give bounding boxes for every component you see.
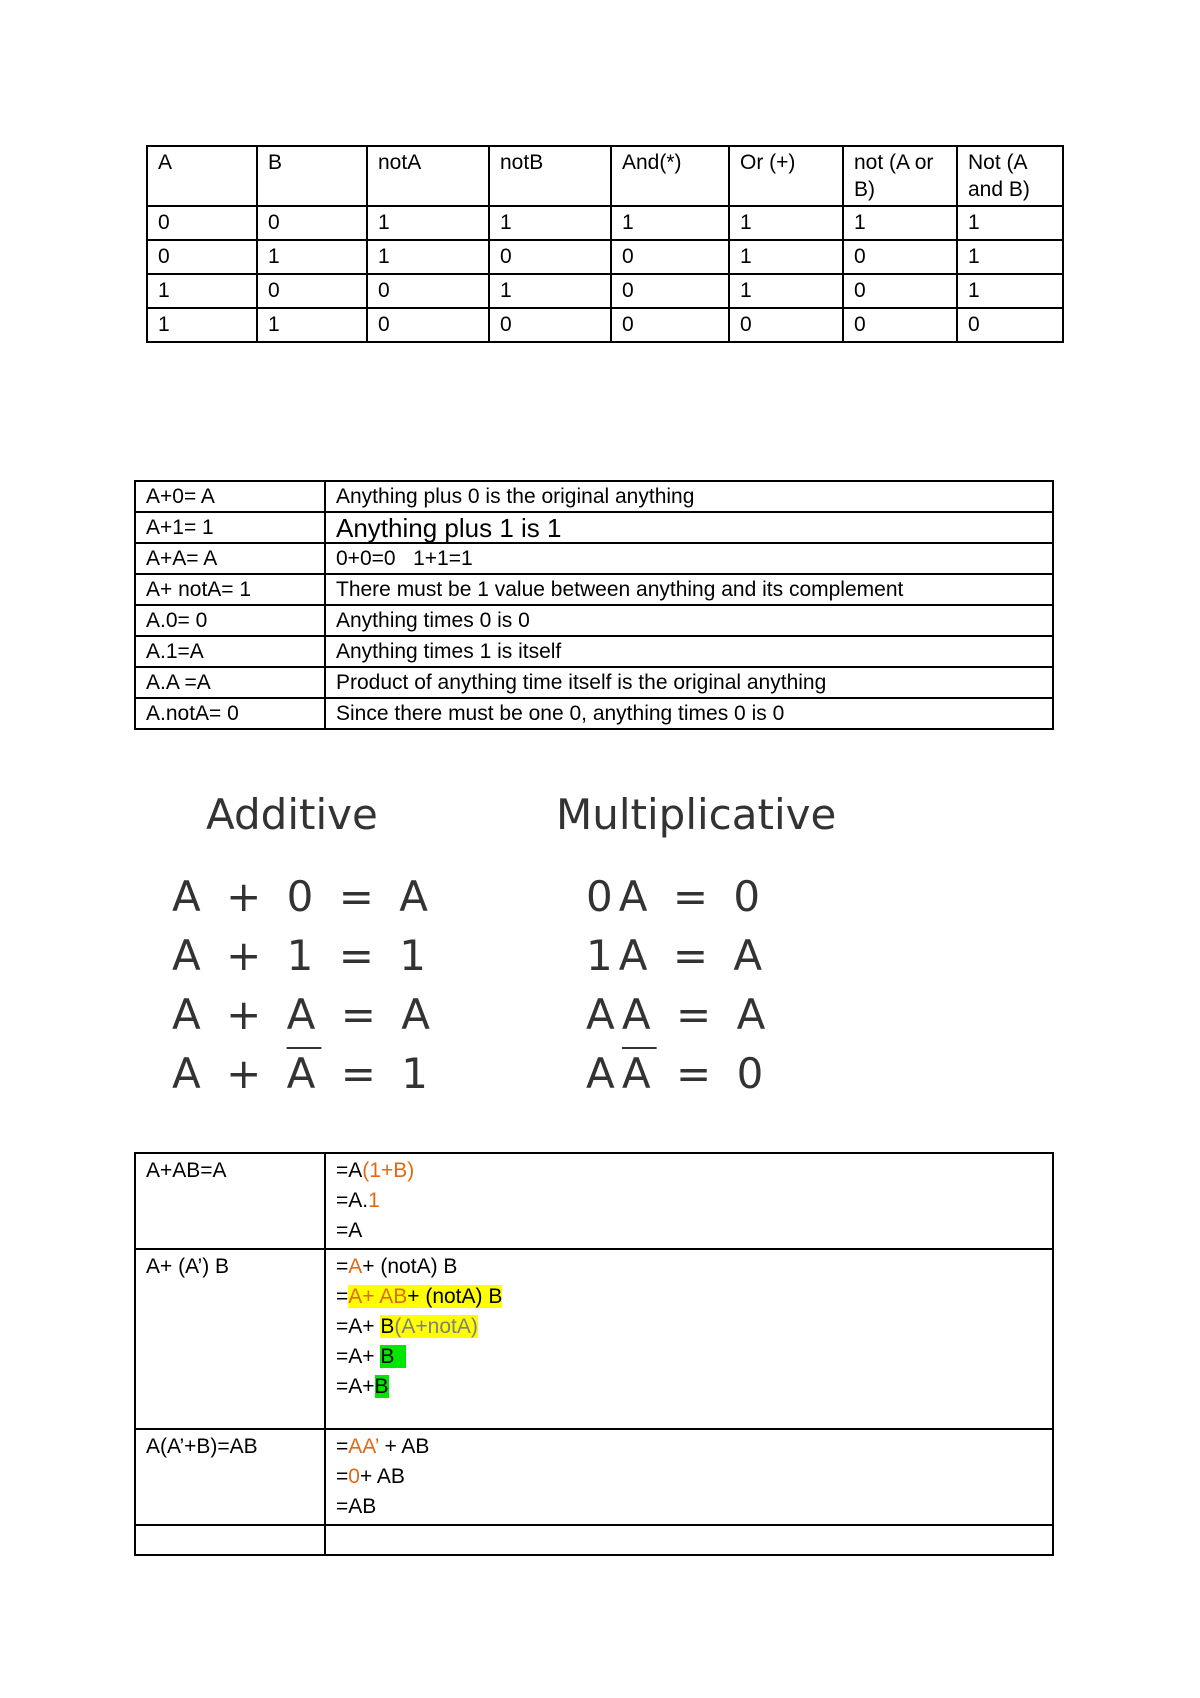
- proof-step: =0+ AB: [336, 1465, 405, 1488]
- table-cell: 0: [843, 240, 957, 274]
- table-row: [147, 240, 1063, 274]
- proof-table: [134, 1152, 1054, 1556]
- identity-description: Product of anything time itself is the original anything: [325, 667, 1053, 698]
- proof-steps: [325, 1429, 1053, 1525]
- table-cell: 0: [729, 308, 843, 342]
- additive-law: $A + \overline{A} = 1$: [172, 1049, 435, 1098]
- identity-description: Anything plus 0 is the original anything: [325, 481, 1053, 512]
- truth-table-header-row: [147, 146, 1063, 206]
- proof-step: =A+B: [336, 1375, 389, 1398]
- table-cell: 0: [147, 206, 257, 240]
- proof-step: =A+ AB+ (notA) B: [336, 1285, 503, 1308]
- table-cell: 0: [843, 308, 957, 342]
- table-cell: 1: [957, 206, 1063, 240]
- table-cell: 0: [489, 240, 611, 274]
- table-cell: 0: [257, 274, 367, 308]
- table-row: [135, 1153, 1053, 1249]
- proof-step: =A(1+B): [336, 1159, 415, 1182]
- header-cell: Or (+): [729, 146, 843, 206]
- proof-step: =A: [336, 1219, 363, 1242]
- multiplicative-title: Multiplicative: [556, 790, 837, 839]
- identity-description: Anything plus 1 is 1: [325, 512, 1053, 543]
- table-cell: 1: [257, 308, 367, 342]
- table-cell: 1: [611, 206, 729, 240]
- header-cell: A: [147, 146, 257, 206]
- empty-cell: [135, 1525, 325, 1555]
- identity-description: Anything times 1 is itself: [325, 636, 1053, 667]
- table-row: [135, 698, 1053, 729]
- multiplicative-law: $A\overline{A} = 0$: [586, 1049, 770, 1098]
- additive-law: A + 0 = A: [172, 872, 435, 921]
- header-cell: And(*): [611, 146, 729, 206]
- proof-step: =AB: [336, 1495, 377, 1518]
- identity-law: A+A= A: [135, 543, 325, 574]
- additive-title: Additive: [206, 790, 378, 839]
- table-cell: 1: [489, 274, 611, 308]
- proof-steps: [325, 1249, 1053, 1429]
- identity-description: 0+0=0 1+1=1: [325, 543, 1053, 574]
- identity-description: Anything times 0 is 0: [325, 605, 1053, 636]
- identity-law: A.0= 0: [135, 605, 325, 636]
- proof-step: =AA’ + AB: [336, 1435, 430, 1458]
- table-cell: 1: [729, 274, 843, 308]
- table-cell: 0: [611, 308, 729, 342]
- table-cell: 0: [489, 308, 611, 342]
- table-cell: 0: [367, 308, 489, 342]
- table-cell: 0: [147, 240, 257, 274]
- table-row: [135, 543, 1053, 574]
- identity-law: A.1=A: [135, 636, 325, 667]
- proof-step: =A+ (notA) B: [336, 1255, 458, 1278]
- table-row: [147, 308, 1063, 342]
- header-cell: notA: [367, 146, 489, 206]
- overline-a: $\overline{A}$: [286, 1049, 322, 1098]
- proof-steps: [325, 1153, 1053, 1249]
- multiplicative-law: 0A = 0: [586, 872, 767, 921]
- table-cell: 1: [729, 240, 843, 274]
- identity-table: [134, 480, 1054, 730]
- table-cell: 0: [611, 274, 729, 308]
- table-cell: 1: [843, 206, 957, 240]
- identity-description: Since there must be one 0, anything times 0 is 0: [325, 698, 1053, 729]
- additive-law: A + 1 = 1: [172, 931, 433, 980]
- table-cell: 1: [147, 308, 257, 342]
- table-row: [135, 1525, 1053, 1555]
- header-cell: B: [257, 146, 367, 206]
- proof-expression: A+ (A’) B: [135, 1249, 325, 1429]
- truth-table: [146, 145, 1064, 343]
- multiplicative-law: 1A = A: [586, 931, 769, 980]
- table-row: [135, 1249, 1053, 1429]
- proof-step: =A+ B1: [336, 1345, 407, 1368]
- overline-a: $\overline{A}$: [621, 1049, 657, 1098]
- table-cell: 1: [147, 274, 257, 308]
- table-row: [135, 574, 1053, 605]
- table-cell: 1: [957, 274, 1063, 308]
- identity-law: A.notA= 0: [135, 698, 325, 729]
- table-row: [147, 274, 1063, 308]
- header-cell: Not (A and B): [957, 146, 1063, 206]
- proof-step: =A.1: [336, 1189, 380, 1212]
- table-cell: 0: [611, 240, 729, 274]
- table-cell: 1: [367, 206, 489, 240]
- table-row: [135, 512, 1053, 543]
- proof-step: =A+ B(A+notA): [336, 1315, 478, 1338]
- table-cell: 0: [843, 274, 957, 308]
- identity-law: A+0= A: [135, 481, 325, 512]
- multiplicative-law: AA = A: [586, 990, 772, 1039]
- identity-description: There must be 1 value between anything and its complement: [325, 574, 1053, 605]
- identity-law: A+ notA= 1: [135, 574, 325, 605]
- table-row: [147, 206, 1063, 240]
- table-cell: 0: [367, 274, 489, 308]
- table-cell: 1: [367, 240, 489, 274]
- table-cell: 0: [957, 308, 1063, 342]
- header-cell: notB: [489, 146, 611, 206]
- table-cell: 1: [489, 206, 611, 240]
- identity-law: A.A =A: [135, 667, 325, 698]
- header-cell: not (A or B): [843, 146, 957, 206]
- table-cell: 1: [257, 240, 367, 274]
- empty-cell: [325, 1525, 1053, 1555]
- table-cell: 1: [957, 240, 1063, 274]
- proof-expression: A(A’+B)=AB: [135, 1429, 325, 1525]
- table-row: [135, 605, 1053, 636]
- table-row: [135, 667, 1053, 698]
- identity-law: A+1= 1: [135, 512, 325, 543]
- table-row: [135, 636, 1053, 667]
- proof-expression: A+AB=A: [135, 1153, 325, 1249]
- additive-law: A + A = A: [172, 990, 437, 1039]
- table-cell: 0: [257, 206, 367, 240]
- table-row: [135, 481, 1053, 512]
- table-row: [135, 1429, 1053, 1525]
- table-cell: 1: [729, 206, 843, 240]
